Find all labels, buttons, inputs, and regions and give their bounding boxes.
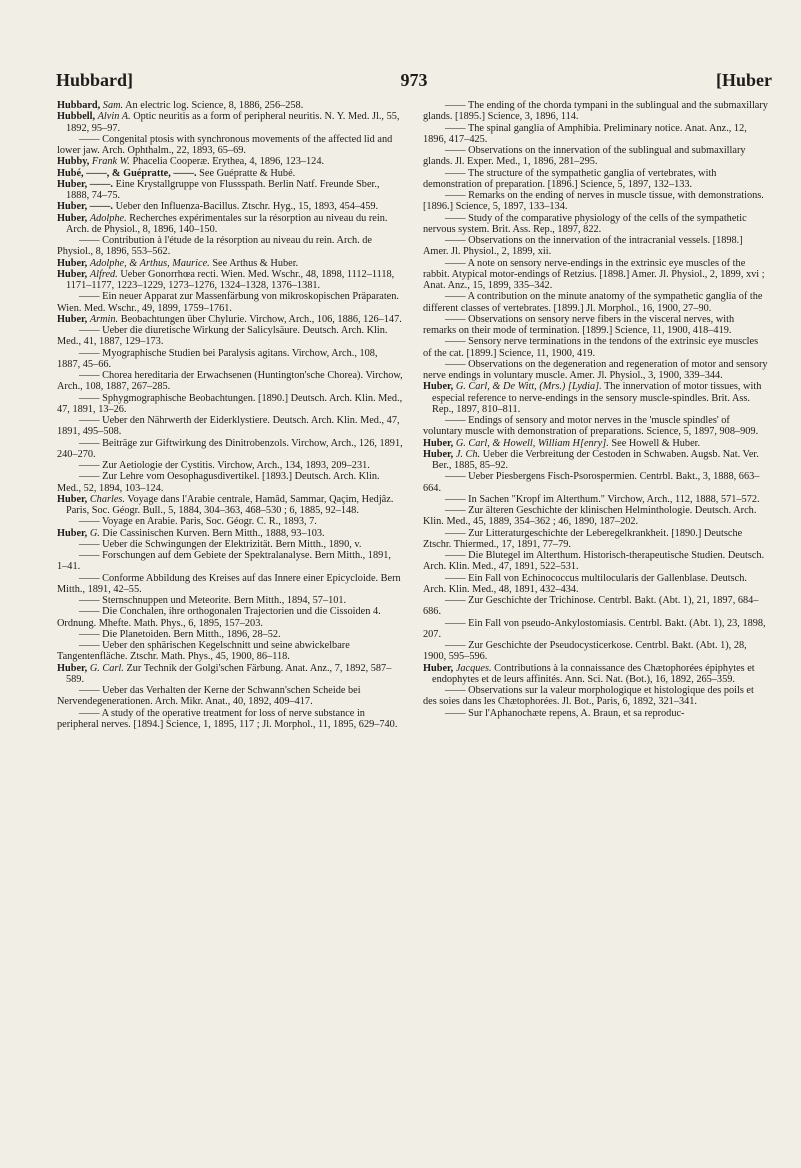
bibliography-continuation-entry xyxy=(57,629,403,640)
running-head-left: Hubbard] xyxy=(56,70,134,90)
citation-text: —— Ueber Piesbergens Fisch-Psorospermien. Centrbl. Bakt., 3, 1888, 663–664. xyxy=(423,471,760,494)
citation-text: —— Ueber das Verhalten der Kerne der Schwann'schen Scheide bei Nervendegenerationen. Arch. Mikr. Anat., 40, 1892, 409–417. xyxy=(57,685,361,708)
bibliography-continuation-entry xyxy=(423,550,769,573)
bibliography-columns xyxy=(57,100,769,730)
author-given-name: Armin. xyxy=(89,313,119,325)
citation-text: Recherches expérimentales sur la résorption au niveau du rein. Arch. de Physiol., 8, 1896, 140–150. xyxy=(66,212,388,235)
bibliography-entry xyxy=(423,381,769,415)
author-given-name: G. Carl, & Howell, William H[enry]. xyxy=(455,437,609,449)
author-surname: Huber, ——. xyxy=(57,178,113,190)
citation-text: —— Ein Fall von pseudo-Ankylostomiasis. Centrbl. Bakt. (Abt. 1), 23, 1898, 207. xyxy=(423,617,766,640)
citation-text: Beobachtungen über Chylurie. Virchow, Arch., 106, 1886, 126–147. xyxy=(120,313,402,325)
bibliography-continuation-entry xyxy=(57,606,403,629)
author-surname: Huber, xyxy=(57,493,88,505)
author-given-name: Charles. xyxy=(89,493,125,505)
bibliography-entry xyxy=(423,449,769,472)
citation-text: —— Observations on sensory nerve fibers in the visceral nerves, with remarks on their mode of termination. [1899.] Science, 11, 1900, 418–419. xyxy=(423,313,735,336)
citation-text: —— Sur l'Aphanochæte repens, A. Braun, et sa reproduc- xyxy=(445,707,685,719)
citation-text: —— The structure of the sympathetic ganglia of vertebrates, with demonstration of preparation. [1896.] Science, 5, 1897, 132–133. xyxy=(423,167,717,190)
citation-text: —— Ein Fall von Echinococcus multilocularis der Gallenblase. Deutsch. Arch. Klin. Med., 48, 1891, 432–434. xyxy=(423,572,747,595)
author-surname: Huber, xyxy=(423,448,454,460)
bibliography-continuation-entry xyxy=(423,595,769,618)
citation-text: —— Myographische Studien bei Paralysis agitans. Virchow, Arch., 108, 1887, 45–66. xyxy=(57,347,378,370)
author-surname: Huber, xyxy=(423,437,454,449)
citation-text: —— Study of the comparative physiology of the cells of the sympathetic nervous system. Brit. Ass. Rep., 1897, 822. xyxy=(423,212,747,235)
citation-text: —— Forschungen auf dem Gebiete der Spektralanalyse. Bern Mitth., 1891, 1–41. xyxy=(57,550,391,573)
bibliography-continuation-entry xyxy=(423,190,769,213)
bibliography-entry xyxy=(423,438,769,449)
author-surname: Huber, xyxy=(57,313,88,325)
citation-text: —— Chorea hereditaria der Erwachsenen (Huntington'sche Chorea). Virchow, Arch., 108, 1887, 267–285. xyxy=(57,370,403,393)
bibliography-continuation-entry xyxy=(423,708,769,719)
bibliography-continuation-entry xyxy=(57,685,403,708)
citation-text: —— Beiträge zur Giftwirkung des Dinitrobenzols. Virchow, Arch., 126, 1891, 240–270. xyxy=(57,437,403,460)
citation-text: —— A note on sensory nerve-endings in the extrinsic eye muscles of the rabbit. Atypical motor-endings of Retzius. [1898.] Amer. Jl. Physiol., 2, 1899, xvi ; Anat. Anz., 15, 1899, 335–342. xyxy=(423,257,765,291)
author-surname: Huber, xyxy=(57,662,88,674)
bibliography-continuation-entry xyxy=(57,708,403,731)
bibliography-entry xyxy=(57,168,403,179)
author-surname: Huber, xyxy=(57,268,88,280)
citation-text: —— Die Conchalen, ihre orthogonalen Trajectorien und die Cissoiden 4. Ordnung. Mhefte. Math. Phys., 6, 1895, 157–203. xyxy=(57,606,381,629)
bibliography-entry xyxy=(57,269,403,292)
bibliography-entry xyxy=(57,258,403,269)
author-given-name: Sam. xyxy=(102,100,124,111)
bibliography-continuation-entry xyxy=(57,573,403,596)
citation-text: —— Contribution à l'étude de la résorption au niveau du rein. Arch. de Physiol., 8, 1896, 553–562. xyxy=(57,235,372,258)
citation-text: See Guépratte & Hubé. xyxy=(199,167,296,179)
citation-text: The innervation of motor tissues, with especial reference to nerve-endings in the sensory muscle-spindles. Brit. Ass. Rep., 1897, 810–811. xyxy=(432,381,762,415)
author-surname: Hubby, xyxy=(57,156,90,168)
author-surname: Huber, xyxy=(57,212,88,224)
bibliography-continuation-entry xyxy=(57,235,403,258)
running-head-right: [Huber xyxy=(716,70,772,90)
author-given-name: G. xyxy=(89,527,100,539)
citation-text: Die Cassinischen Kurven. Bern Mitth., 1888, 93–103. xyxy=(102,527,325,539)
bibliography-entry xyxy=(57,213,403,236)
bibliography-continuation-entry xyxy=(423,505,769,528)
citation-text: —— Die Planetoiden. Bern Mitth., 1896, 28–52. xyxy=(79,628,281,640)
author-surname: Huber, xyxy=(423,662,454,674)
bibliography-entry xyxy=(423,663,769,686)
bibliography-continuation-entry xyxy=(57,539,403,550)
bibliography-continuation-entry xyxy=(423,291,769,314)
author-surname: Hubbard, xyxy=(57,100,101,111)
bibliography-continuation-entry xyxy=(423,415,769,438)
author-given-name: J. Ch. xyxy=(455,448,481,460)
citation-text: Eine Krystallgruppe von Flussspath. Berlin Natf. Freunde Sber., 1888, 74–75. xyxy=(66,178,380,201)
citation-text: See Arthus & Huber. xyxy=(212,257,299,269)
bibliography-continuation-entry xyxy=(57,393,403,416)
bibliography-entry xyxy=(57,663,403,686)
bibliography-continuation-entry xyxy=(423,471,769,494)
citation-text: —— Sphygmographische Beobachtungen. [1890.] Deutsch. Arch. Klin. Med., 47, 1891, 13–26. xyxy=(57,392,403,415)
citation-text: —— The ending of the chorda tympani in the sublingual and the submaxillary glands. [1895.] Science, 3, 1896, 114. xyxy=(423,100,768,123)
bibliography-entry xyxy=(57,156,403,167)
citation-text: —— Sensory nerve terminations in the tendons of the extrinsic eye muscles of the cat. [1899.] Science, 11, 1900, 419. xyxy=(423,336,759,359)
bibliography-continuation-entry xyxy=(423,123,769,146)
citation-text: —— Ein neuer Apparat zur Massenfärbung von mikroskopischen Präparaten. Wien. Med. Wschr., 49, 1899, 1759–1761. xyxy=(57,291,399,314)
bibliography-entry xyxy=(57,179,403,202)
page-number: 973 xyxy=(400,70,428,90)
bibliography-continuation-entry xyxy=(57,516,403,527)
citation-text: Voyage dans l'Arabie centrale, Hamâd, Sammar, Qaçim, Hedjâz. Paris, Soc. Géogr. Bull., 5, 1884, 304–363, 468–530 ; 6, 1885, 92–148. xyxy=(66,493,394,516)
citation-text: —— Ueber den sphärischen Kegelschnitt und seine abwickelbare Tangentenfläche. Ztschr. Math. Phys., 45, 1900, 86–118. xyxy=(57,640,350,663)
bibliography-continuation-entry xyxy=(57,438,403,461)
bibliography-continuation-entry xyxy=(423,314,769,337)
bibliography-continuation-entry xyxy=(57,595,403,606)
citation-text: —— The spinal ganglia of Amphibia. Preliminary notice. Anat. Anz., 12, 1896, 417–425. xyxy=(423,122,747,145)
bibliography-continuation-entry xyxy=(423,336,769,359)
citation-text: —— Observations sur la valeur morphologique et histologique des poils et des soies dans les Chætophorées. Jl. Bot., Paris, 6, 1892, 321–341. xyxy=(423,685,754,708)
author-given-name: Adolphe, & Arthus, Maurice. xyxy=(89,257,210,269)
citation-text: —— In Sachen "Kropf im Alterthum." Virchow, Arch., 112, 1888, 571–572. xyxy=(445,493,760,505)
bibliography-entry xyxy=(57,314,403,325)
citation-text: —— Observations on the innervation of the intracranial vessels. [1898.] Amer. Jl. Physiol., 2, 1899, xii. xyxy=(423,235,743,258)
bibliography-continuation-entry xyxy=(57,134,403,157)
author-given-name: Adolphe. xyxy=(89,212,127,224)
author-surname: Hubé, ——, & Guépratte, ——. xyxy=(57,167,197,179)
citation-text: Zur Technik der Golgi'schen Färbung. Anat. Anz., 7, 1892, 587–589. xyxy=(66,662,392,685)
citation-text: Ueber den Influenza-Bacillus. Ztschr. Hyg., 15, 1893, 454–459. xyxy=(115,201,379,213)
citation-text: —— Sternschnuppen und Meteorite. Bern Mitth., 1894, 57–101. xyxy=(79,595,347,606)
author-surname: Huber, xyxy=(423,381,454,393)
bibliography-continuation-entry xyxy=(57,291,403,314)
author-given-name: G. Carl. xyxy=(89,662,124,674)
citation-text: —— Zur Geschichte der Pseudocysticerkose. Centrbl. Bakt. (Abt. 1), 28, 1900, 595–596. xyxy=(423,640,747,663)
citation-text: —— Observations on the innervation of the sublingual and submaxillary glands. Jl. Exper. Med., 1, 1896, 281–295. xyxy=(423,145,746,168)
citation-text: —— Ueber die Schwingungen der Elektrizität. Bern Mitth., 1890, v. xyxy=(79,538,362,550)
bibliography-continuation-entry xyxy=(423,618,769,641)
author-given-name: G. Carl, & De Witt, (Mrs.) [Lydia]. xyxy=(455,381,602,393)
bibliography-continuation-entry xyxy=(423,100,769,123)
bibliography-continuation-entry xyxy=(423,494,769,505)
citation-text: —— Remarks on the ending of nerves in muscle tissue, with demonstrations. [1896.] Science, 5, 1897, 133–134. xyxy=(423,190,764,213)
citation-text: Ueber Gonorrhœa recti. Wien. Med. Wschr., 48, 1898, 1112–1118, 1171–1177, 1223–1229, 1273–1276, 1324–1328, 1376–1381. xyxy=(66,268,395,291)
citation-text: —— Endings of sensory and motor nerves in the 'muscle spindles' of voluntary muscle with demonstration of preparations. Science, 5, 1897, 908–909. xyxy=(423,415,759,438)
bibliography-continuation-entry xyxy=(423,145,769,168)
bibliography-entry xyxy=(57,201,403,212)
bibliography-continuation-entry xyxy=(423,573,769,596)
author-surname: Huber, ——. xyxy=(57,201,113,213)
bibliography-entry xyxy=(57,528,403,539)
left-column xyxy=(57,100,403,730)
bibliography-continuation-entry xyxy=(57,370,403,393)
bibliography-continuation-entry xyxy=(57,415,403,438)
citation-text: —— Ueber den Nährwerth der Eiderklystiere. Deutsch. Arch. Klin. Med., 47, 1891, 495–508. xyxy=(57,415,400,438)
bibliography-continuation-entry xyxy=(423,640,769,663)
bibliography-continuation-entry xyxy=(57,471,403,494)
author-given-name: Alfred. xyxy=(89,268,118,280)
citation-text: —— Zur Lehre vom Oesophagusdivertikel. [1893.] Deutsch. Arch. Klin. Med., 52, 1894, 103–124. xyxy=(57,471,380,494)
author-given-name: Jacques. xyxy=(455,662,492,674)
bibliography-continuation-entry xyxy=(423,528,769,551)
bibliography-entry xyxy=(57,494,403,517)
right-column xyxy=(423,100,769,730)
bibliography-continuation-entry xyxy=(57,348,403,371)
citation-text: —— A contribution on the minute anatomy of the sympathetic ganglia of the different classes of vertebrates. [1899.] Jl. Morphol., 16, 1900, 27–90. xyxy=(423,291,763,314)
bibliography-entry xyxy=(57,111,403,134)
bibliography-continuation-entry xyxy=(57,550,403,573)
citation-text: —— A study of the operative treatment for loss of nerve substance in peripheral nerves. [1894.] Science, 1, 1895, 117 ; Jl. Morphol., 11, 1895, 629–740. xyxy=(57,707,398,730)
citation-text: —— Voyage en Arabie. Paris, Soc. Géogr. C. R., 1893, 7. xyxy=(79,516,317,528)
bibliography-continuation-entry xyxy=(57,640,403,663)
citation-text: —— Zur Aetiologie der Cystitis. Virchow, Arch., 134, 1893, 209–231. xyxy=(79,460,370,471)
bibliography-continuation-entry xyxy=(57,325,403,348)
author-given-name: Frank W. xyxy=(91,156,130,168)
citation-text: See Howell & Huber. xyxy=(611,437,701,449)
page-header xyxy=(56,70,772,94)
citation-text: An electric log. Science, 8, 1886, 256–258. xyxy=(125,100,304,111)
citation-text: Ueber die Verbreitung der Cestoden in Schwaben. Augsb. Nat. Ver. Ber., 1885, 85–92. xyxy=(432,448,759,471)
bibliography-entry xyxy=(57,100,403,111)
citation-text: —— Ueber die diuretische Wirkung der Salicylsäure. Deutsch. Arch. Klin. Med., 41, 1887, 129–173. xyxy=(57,325,388,348)
citation-text: —— Observations on the degeneration and regeneration of motor and sensory nerve endings in voluntary muscle. Amer. Jl. Physiol., 3, 1900, 339–344. xyxy=(423,358,768,381)
bibliography-continuation-entry xyxy=(423,235,769,258)
author-surname: Hubbell, xyxy=(57,111,96,123)
citation-text: —— Die Blutegel im Alterthum. Historisch-therapeutische Studien. Deutsch. Arch. Klin. Med., 47, 1891, 522–531. xyxy=(423,550,765,573)
bibliography-continuation-entry xyxy=(423,258,769,292)
bibliography-continuation-entry xyxy=(423,359,769,382)
citation-text: Phacelia Cooperæ. Erythea, 4, 1896, 123–124. xyxy=(132,156,325,168)
bibliography-continuation-entry xyxy=(423,685,769,708)
citation-text: —— Zur Litteraturgeschichte der Leberegelkrankheit. [1890.] Deutsche Ztschr. Thiermed., 17, 1891, 77–79. xyxy=(423,527,743,550)
citation-text: Contributions à la connaissance des Chætophorées épiphytes et endophytes et de leurs affinités. Ann. Sci. Nat. (Bot.), 16, 1892, 265–359. xyxy=(432,662,755,685)
citation-text: Optic neuritis as a form of peripheral neuritis. N. Y. Med. Jl., 55, 1892, 95–97. xyxy=(66,111,400,134)
author-surname: Huber, xyxy=(57,257,88,269)
citation-text: —— Zur Geschichte der Trichinose. Centrbl. Bakt. (Abt. 1), 21, 1897, 684–686. xyxy=(423,595,759,618)
citation-text: —— Conforme Abbildung des Kreises auf das Innere einer Epicycloide. Bern Mitth., 1891, 42–55. xyxy=(57,572,401,595)
citation-text: —— Zur älteren Geschichte der klinischen Helminthologie. Deutsch. Arch. Klin. Med., 45, 1889, 354–362 ; 46, 1890, 187–202. xyxy=(423,505,757,528)
bibliography-continuation-entry xyxy=(423,213,769,236)
author-surname: Huber, xyxy=(57,527,88,539)
author-given-name: Alvin A. xyxy=(97,111,131,123)
citation-text: —— Congenital ptosis with synchronous movements of the affected lid and lower jaw. Arch. Ophthalm., 22, 1893, 65–69. xyxy=(57,133,393,156)
bibliography-continuation-entry xyxy=(57,460,403,471)
bibliography-continuation-entry xyxy=(423,168,769,191)
